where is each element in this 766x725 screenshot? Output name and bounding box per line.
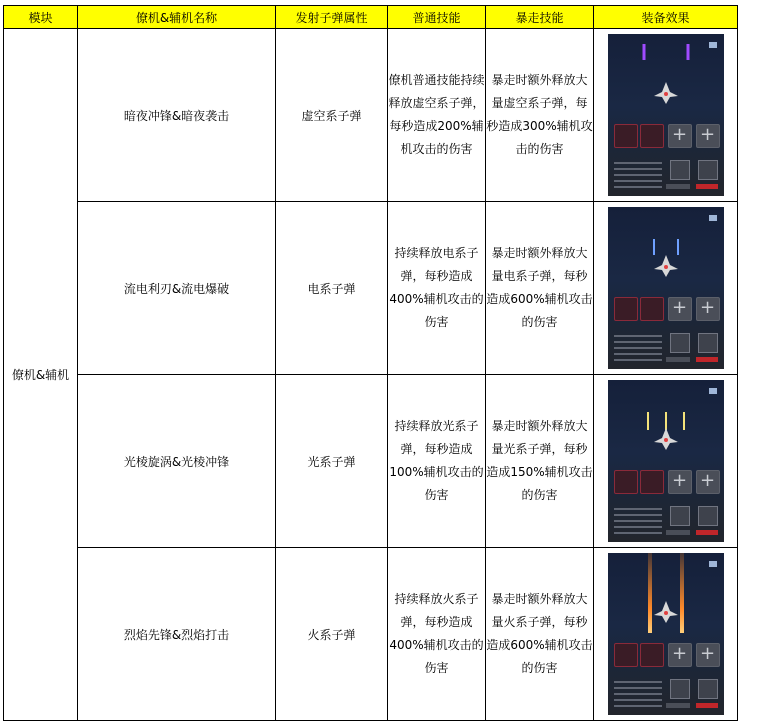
wingman-slot-1[interactable] xyxy=(614,470,638,494)
table-row xyxy=(4,548,738,721)
settings-icon xyxy=(708,213,718,223)
row-burst-skill xyxy=(486,202,594,375)
game-screenshot xyxy=(608,34,724,196)
wingman-slot-2[interactable] xyxy=(640,470,664,494)
empty-slot-1[interactable] xyxy=(668,124,692,148)
empty-slot-2[interactable] xyxy=(696,643,720,667)
fighter-ship-icon xyxy=(654,255,678,277)
row-name: 光棱旋涡&光棱冲锋 xyxy=(78,375,276,548)
equipment-table xyxy=(3,5,738,721)
table-row xyxy=(4,202,738,375)
row-normal-skill xyxy=(388,548,486,721)
burst-button[interactable] xyxy=(698,160,718,180)
burst-skill-text: 暴走时额外释放大量光系子弹，每秒造成150%辅机攻击的伤害 xyxy=(486,419,593,502)
normal-skill-text: 僚机普通技能持续释放虚空系子弹，每秒造成200%辅机攻击的伤害 xyxy=(388,73,485,156)
stats-list xyxy=(614,681,662,711)
burst-button[interactable] xyxy=(698,679,718,699)
game-screenshot xyxy=(608,553,724,715)
burst-skill-text: 暴走时额外释放大量火系子弹，每秒造成600%辅机攻击的伤害 xyxy=(486,592,593,675)
empty-slot-1[interactable] xyxy=(668,470,692,494)
burst-button[interactable] xyxy=(698,333,718,353)
header-name: 僚机&辅机名称 xyxy=(78,6,276,29)
header-burst-skill: 暴走技能 xyxy=(486,6,594,29)
fighter-ship-icon xyxy=(654,82,678,104)
table-row xyxy=(4,375,738,548)
burst-skill-text: 暴走时额外释放大量虚空系子弹，每秒造成300%辅机攻击的伤害 xyxy=(486,73,593,156)
effect-cell xyxy=(594,375,738,548)
row-name: 暗夜冲锋&暗夜袭击 xyxy=(78,29,276,202)
header-module: 模块 xyxy=(4,6,78,29)
row-normal-skill xyxy=(388,29,486,202)
wingman-slot-2[interactable] xyxy=(640,297,664,321)
row-burst-skill xyxy=(486,29,594,202)
bar-indicator xyxy=(666,357,690,362)
skill-button[interactable] xyxy=(670,506,690,526)
normal-skill-text: 持续释放电系子弹，每秒造成400%辅机攻击的伤害 xyxy=(389,246,484,329)
row-bullet: 光系子弹 xyxy=(276,375,388,548)
wingman-slot-2[interactable] xyxy=(640,643,664,667)
effect-cell xyxy=(594,29,738,202)
skill-button[interactable] xyxy=(670,333,690,353)
row-bullet: 电系子弹 xyxy=(276,202,388,375)
row-name: 烈焰先锋&烈焰打击 xyxy=(78,548,276,721)
row-burst-skill xyxy=(486,375,594,548)
table-row xyxy=(4,29,738,202)
wingman-slot-1[interactable] xyxy=(614,297,638,321)
red-tag xyxy=(696,530,718,535)
wingman-slot-1[interactable] xyxy=(614,643,638,667)
stats-list xyxy=(614,162,662,192)
header-row xyxy=(4,6,738,29)
game-screenshot xyxy=(608,380,724,542)
burst-skill-text: 暴走时额外释放大量电系子弹，每秒造成600%辅机攻击的伤害 xyxy=(486,246,593,329)
row-normal-skill xyxy=(388,375,486,548)
row-bullet: 虚空系子弹 xyxy=(276,29,388,202)
bar-indicator xyxy=(666,184,690,189)
stats-list xyxy=(614,508,662,538)
red-tag xyxy=(696,184,718,189)
wingman-slot-1[interactable] xyxy=(614,124,638,148)
module-cell: 僚机&辅机 xyxy=(4,29,78,721)
bar-indicator xyxy=(666,703,690,708)
fighter-ship-icon xyxy=(654,428,678,450)
settings-icon xyxy=(708,386,718,396)
wingman-slot-2[interactable] xyxy=(640,124,664,148)
skill-button[interactable] xyxy=(670,160,690,180)
bar-indicator xyxy=(666,530,690,535)
empty-slot-2[interactable] xyxy=(696,470,720,494)
purple-bullets-icon xyxy=(638,42,694,62)
row-bullet: 火系子弹 xyxy=(276,548,388,721)
empty-slot-1[interactable] xyxy=(668,643,692,667)
row-burst-skill xyxy=(486,548,594,721)
stats-list xyxy=(614,335,662,365)
red-tag xyxy=(696,357,718,362)
normal-skill-text: 持续释放光系子弹，每秒造成100%辅机攻击的伤害 xyxy=(389,419,484,502)
settings-icon xyxy=(708,559,718,569)
header-effect: 装备效果 xyxy=(594,6,738,29)
row-name: 流电利刃&流电爆破 xyxy=(78,202,276,375)
burst-button[interactable] xyxy=(698,506,718,526)
fire-beam-left xyxy=(648,553,652,633)
electric-bullets-icon xyxy=(648,237,684,257)
row-normal-skill xyxy=(388,202,486,375)
fighter-ship-icon xyxy=(654,601,678,623)
red-tag xyxy=(696,703,718,708)
fire-beam-right xyxy=(680,553,684,633)
header-bullet: 发射子弹属性 xyxy=(276,6,388,29)
effect-cell xyxy=(594,202,738,375)
empty-slot-2[interactable] xyxy=(696,297,720,321)
header-normal-skill: 普通技能 xyxy=(388,6,486,29)
effect-cell xyxy=(594,548,738,721)
game-screenshot xyxy=(608,207,724,369)
settings-icon xyxy=(708,40,718,50)
normal-skill-text: 持续释放火系子弹，每秒造成400%辅机攻击的伤害 xyxy=(389,592,484,675)
skill-button[interactable] xyxy=(670,679,690,699)
empty-slot-2[interactable] xyxy=(696,124,720,148)
empty-slot-1[interactable] xyxy=(668,297,692,321)
